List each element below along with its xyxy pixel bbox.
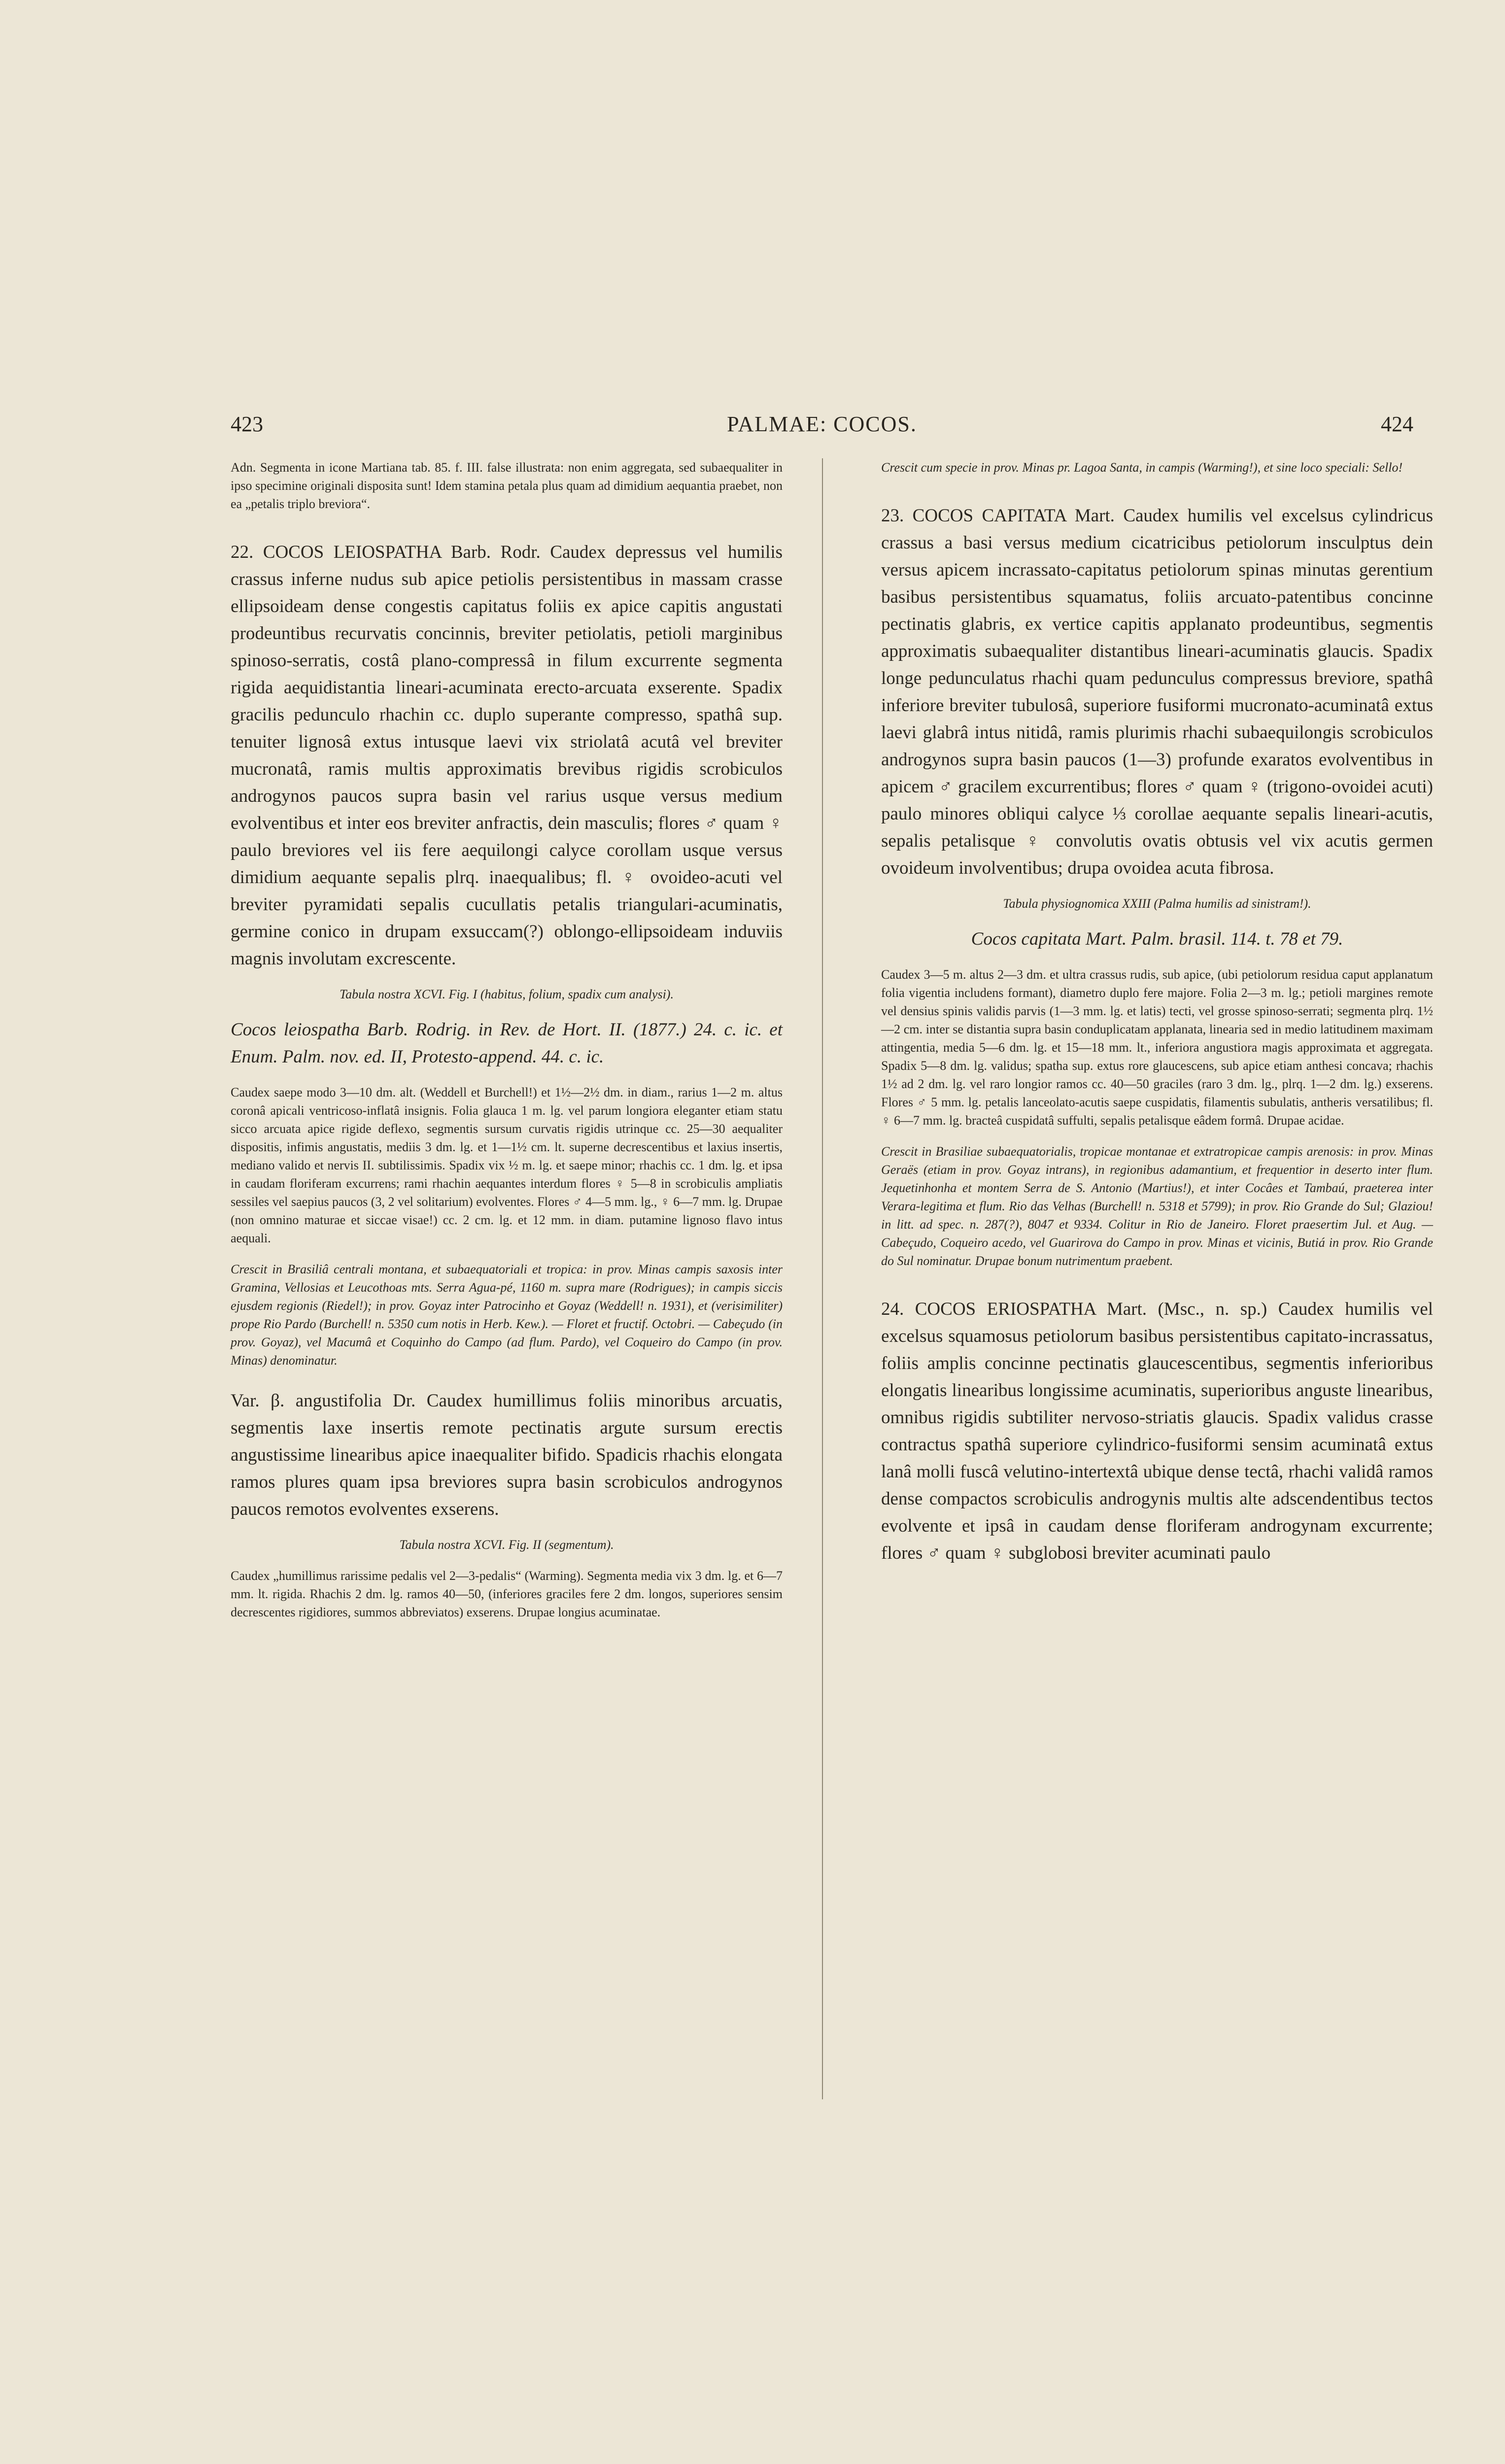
variety-details: Caudex „humillimus rarissime pedalis vel 2—3-pedalis“ (Warming). Segmenta media vix 3 dm. lg. et 6—7 mm. lt. rigida. Rhachis 2 dm. lg. ramos 40—50, (inferiores graciles fere 2 dm. longos, superiores sensim decrescentes rigidiores, summos abbreviatos) exserens. Drupae longius acuminatae. — [231, 1569, 783, 1619]
species-23-synonym: Cocos capitata Mart. Palm. brasil. 114. t. 78 et 79. — [971, 929, 1343, 949]
species-23-details: Caudex 3—5 m. altus 2—3 dm. et ultra crassus rudis, sub apice, (ubi petiolorum residua caput applanatum folia vigentia includens formant), diametro duplo fere majore. Folia 2—3 m. lg.; petioli margines remote vel densius spinis validis parvis (1—3 mm. lg. et latis) tecti, vel grosse spinoso-serrati; segmenta plrq. 1½—2 cm. inter se distantia supra basin conduplicatam applanata, linearia sed in medio latitudinem maximam attingentia, media 5—6 dm. lg. et 15—18 mm. lt., inferiora angustiora magis approximata et aggregata. Spadix 5—8 dm. lg. validus; spatha sup. extus rore glaucescens, sub apice etiam anthesi concava; rhachis 1½ ad 2 dm. lg. vel raro longior ramos cc. 40—50 graciles (raro 3 dm. lg., plrq. 1—2 dm. lg.) exserens. Flores ♂ 5 mm. lg. petalis lanceolato-acutis saepe cuspidatis, filamentis subulatis, antheris versatilibus; fl. ♀ 6—7 mm. lg. bracteâ cuspidatâ suffulti, sepalis petalisque eâdem formâ. Drupae acidae. — [881, 967, 1433, 1128]
variety-habitat: Crescit cum specie in prov. Minas pr. Lagoa Santa, in campis (Warming!), et sine loco speciali: Sello! — [881, 460, 1403, 475]
species-23-habitat: Crescit in Brasiliae subaequatorialis, tropicae montanae et extratropicae campis arenosis: in prov. Minas Geraës (etiam in prov. Goyaz intrans), in regionibus adamantium, et frequentior in deserto inter flum. Jequetinhonha et montem Serra de S. Antonio (Martius!), et inter Cocâes et Tambaú, praeterea inter Verara-legitima et flum. Rio das Velhas (Burchell! n. 5318 et 5799); in prov. Rio Grande do Sul; Glaziou! in litt. ad spec. n. 287(?), 8047 et 9334. Colitur in Rio de Janeiro. Floret praesertim Jul. et Aug. — Cabeçudo, Coqueiro acedo, vel Guarirova do Campo in prov. Minas et vicinis, Butiá in prov. Rio Grande do Sul nominatur. Drupae bonum nutrimentum praebent. — [881, 1144, 1433, 1268]
right-page-number: 424 — [1381, 412, 1413, 436]
column-divider — [822, 458, 823, 2099]
species-22-synonym: Cocos leiospatha Barb. Rodrig. in Rev. de Hort. II. (1877.) 24. c. ic. et Enum. Palm. nov. ed. II, Protesto-append. 44. c. ic. — [231, 1020, 783, 1067]
addendum-note: Adn. Segmenta in icone Martiana tab. 85. f. III. false illustrata: non enim aggregata, sed subaequaliter in ipso specimine originali disposita sunt! Idem stamina petala plus quam ad dimidium aequantia praebet, non ea „petalis triplo breviora“. — [231, 460, 783, 511]
left-page-number: 423 — [231, 412, 263, 436]
species-22-plate-reference: Tabula nostra XCVI. Fig. I (habitus, folium, spadix cum analysi). — [340, 987, 674, 1001]
species-22-habitat: Crescit in Brasiliâ centrali montana, et subaequatoriali et tropica: in prov. Minas campis saxosis inter Gramina, Vellosias et Leucothoas mts. Serra Agua-pé, 1160 m. supra mare (Rodrigues); in campis siccis ejusdem regionis (Riedel!); in prov. Goyaz inter Patrocinho et Goyaz (Weddell! n. 1931), et (verisimiliter) prope Rio Pardo (Burchell! n. 5350 cum notis in Herb. Kew.). — Floret et fructif. Octobri. — Cabeçudo (in prov. Goyaz), vel Macumâ et Coquinho do Campo (ad flum. Pardo), vel Coqueiro do Campo (in prov. Minas) denominatur. — [231, 1262, 783, 1368]
species-23-description: 23. COCOS CAPITATA Mart. Caudex humilis vel excelsus cylindricus crassus a basi versus medium cicatricibus petiolorum insculptus dein versus apicem incrassato-capitatus petiolorum spinas minutas gerentium basibus persistentibus squamatus, foliis arcuato-patentibus concinne pectinatis glabris, ex vertice capitis applanato prodeuntibus, segmentis approximatis subaequaliter distantibus lineari-acuminatis glaucis. Spadix longe pedunculatus rhachi quam pedunculus compressus breviore, spathâ inferiore breviter tubulosâ, superiore fusiformi mucronato-acuminatâ extus laevi glabrâ intus nitidâ, ramis plurimis rhachi subaequilongis scrobiculos androgynos supra basin paucos (1—3) profunde exaratos evolventibus in apicem ♂ gracilem excurrentibus; flores ♂ quam ♀ (trigono-ovoidei acuti) paulo minores obliqui calyce ⅓ corollae aequante sepalis lineari-acutis, sepalis petalisque ♀ convolutis ovatis obtusis vel vix acutis germen ovoideum involventibus; drupa ovoidea acuta fibrosa. — [881, 506, 1433, 878]
right-column — [881, 458, 1433, 1567]
species-22-description: 22. COCOS LEIOSPATHA Barb. Rodr. Caudex depressus vel humilis crassus inferne nudus sub apice petiolis persistentibus in massam crasse ellipsoideam dense congestis capitatus foliis ex apice capitis angustati prodeuntibus recurvatis concinnis, breviter petiolatis, petioli marginibus spinoso-serratis, costâ plano-compressâ in filum excurrente segmenta rigida aequidistantia lineari-acuminata erecto-arcuata exserente. Spadix gracilis pedunculo rhachin cc. duplo superante compresso, spathâ sup. tenuiter lignosâ extus intusque laevi vix striolatâ acutâ vel breviter mucronatâ, ramis multis approximatis brevibus rigidis scrobiculos androgynos paucos supra basin vel rarius usque versus medium evolventibus et inter eos breviter anfractis, dein masculis; flores ♂ quam ♀ paulo breviores vel iis fere aequilongi calyce corollam usque versus dimidium aequante sepalis plrq. inaequalibus; fl. ♀ ovoideo-acuti vel breviter pyramidati sepalis cucullatis petalis triangulari-acuminatis, germine conico in drupam exsuccam(?) oblongo-ellipsoideam induviis magnis involutam excrescente. — [231, 542, 783, 969]
species-22-details: Caudex saepe modo 3—10 dm. alt. (Weddell et Burchell!) et 1½—2½ dm. in diam., rarius 1—2 m. altus coronâ apicali ventricoso-inflatâ insignis. Folia glauca 1 m. lg. vel parum longiora eleganter etiam statu sicco arcuata apice rigide deflexo, segmentis sursum curvatis rigidis utrinque cc. 25—30 aequaliter dispositis, infimis angustatis, mediis 3 dm. lg. et 1—1½ cm. lt. superne decrescentibus et laxius insertis, mediano valido et nervis II. subtilissimis. Spadix vix ½ m. lg. et saepe minor; rhachis cc. 1 dm. lg. et ipsa in caudam floriferam excurrens; rami rhachin aequantes interdum flores ♀ 5—8 in scrobiculis ampliatis sessiles vel saepius paucos (3, 2 vel solitarium) evolventes. Flores ♂ 4—5 mm. lg., ♀ 6—7 mm. lg. Drupae (non omnino maturae et siccae visae!) cc. 2 cm. lg. et 12 mm. in diam. putamine lignoso flavo intus aequali. — [231, 1085, 783, 1245]
species-24-description: 24. COCOS ERIOSPATHA Mart. (Msc., n. sp.) Caudex humilis vel excelsus squamosus petiolorum basibus persistentibus capitato-incrassatus, foliis amplis concinne pectinatis glaucescentibus, segmentis inferioribus elongatis linearibus longissime acuminatis, superioribus anguste linearibus, omnibus rigidis subtiliter nervoso-striatis glaucis. Spadix validus crasse contractus spathâ superiore cylindrico-fusiformi sensim acuminatâ extus lanâ molli fuscâ velutino-intertextâ ubique dense tectâ, rhachi validâ ramos dense compactos scrobiculis androgynis multis alte adscendentibus tectos evolvente et ipsâ in caudam dense floriferam androgynam excurrente; flores ♂ quam ♀ subglobosi breviter acuminati paulo — [881, 1299, 1433, 1563]
variety-angustifolia-description: Var. β. angustifolia Dr. Caudex humillimus foliis minoribus arcuatis, segmentis laxe insertis remote pectinatis argute sursum erectis angustissime linearibus apice inaequaliter bifido. Spadicis rhachis elongata ramos plures quam ipsa breviores supra basin scrobiculos androgynos paucos remotos evolventes exserens. — [231, 1391, 783, 1519]
variety-plate-reference: Tabula nostra XCVI. Fig. II (segmentum). — [399, 1538, 614, 1552]
left-column — [231, 458, 783, 1621]
species-23-plate-reference: Tabula physiognomica XXIII (Palma humilis ad sinistram!). — [1003, 896, 1311, 911]
running-title: PALMAE: COCOS. — [727, 412, 917, 436]
running-header — [231, 411, 1413, 441]
